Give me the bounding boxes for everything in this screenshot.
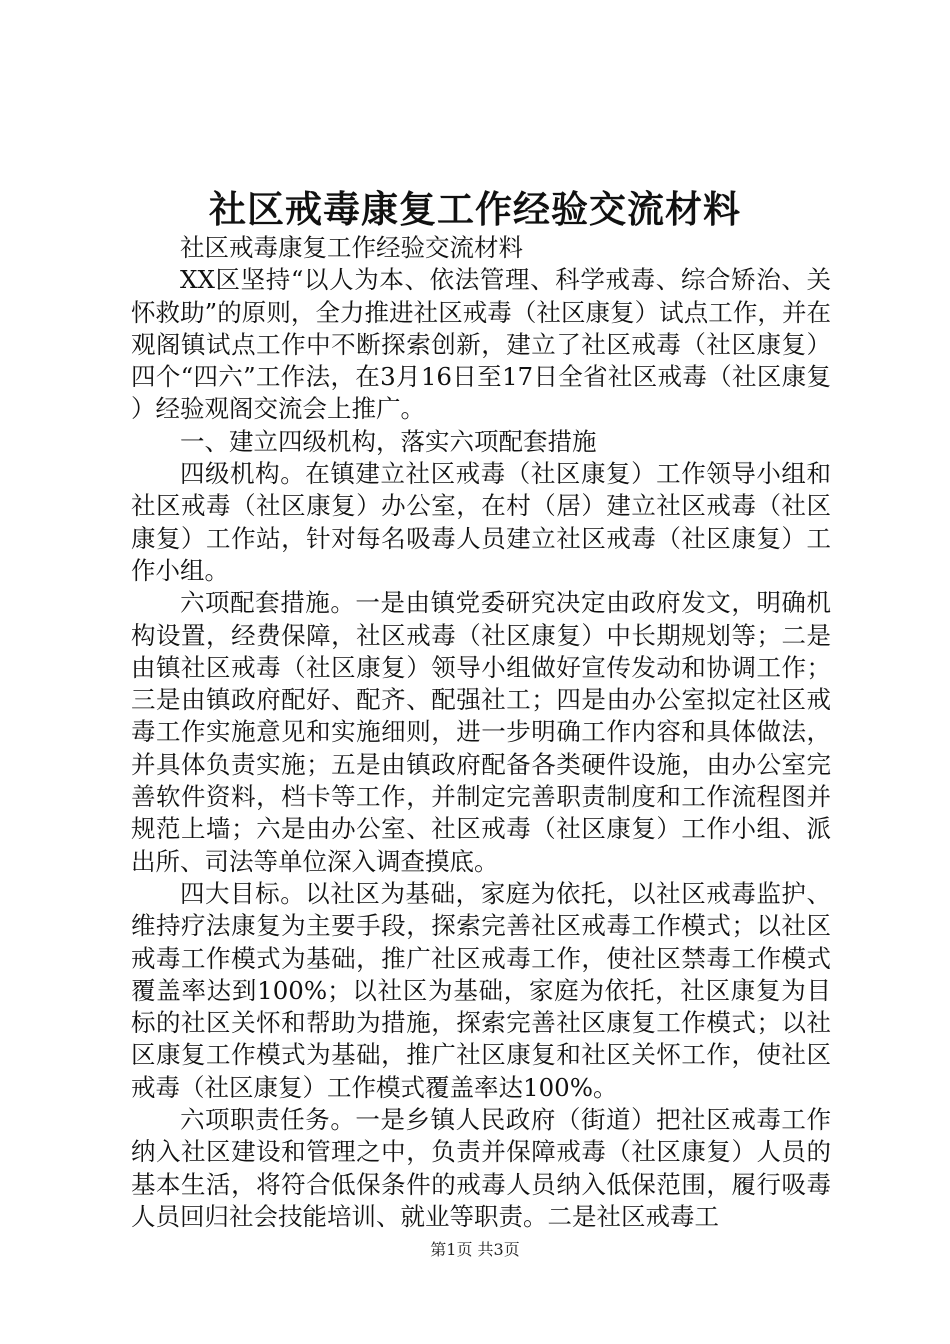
document-title: 社区戒毒康复工作经验交流材料 bbox=[209, 187, 741, 231]
document-subtitle-paragraph: 社区戒毒康复工作经验交流材料 bbox=[180, 233, 523, 262]
four-level-organization-paragraph: 四级机构。在镇建立社区戒毒（社区康复）工作领导小组和社区戒毒（社区康复）办公室，在村（居）建立社区戒毒（社区康复）工作站，针对每名吸毒人员建立社区戒毒（社区康复）工作小组。 bbox=[131, 459, 831, 585]
four-goals-paragraph: 四大目标。以社区为基础，家庭为依托，以社区戒毒监护、维持疗法康复为主要手段，探索完善社区戒毒工作模式；以社区戒毒工作模式为基础，推广社区戒毒工作，使社区禁毒工作模式覆盖率达到100%；以社区为基础，家庭为依托，社区康复为目标的社区关怀和帮助为措施，探索完善社区康复工作模式；以社区康复工作模式为基础，推广社区康复和社区关怀工作，使社区戒毒（社区康复）工作模式覆盖率达100%。 bbox=[131, 878, 831, 1102]
six-duties-paragraph: 六项职责任务。一是乡镇人民政府（街道）把社区戒毒工作纳入社区建设和管理之中，负责并保障戒毒（社区康复）人员的基本生活，将符合低保条件的戒毒人员纳入低保范围，履行吸毒人员回归社会技能培训、就业等职责。二是社区戒毒工 bbox=[131, 1105, 831, 1231]
document-body bbox=[131, 232, 831, 1233]
section-heading-1: 一、建立四级机构，落实六项配套措施 bbox=[180, 426, 597, 456]
page-number-footer: 第1页 共3页 bbox=[430, 1240, 520, 1259]
intro-paragraph: XX区坚持“以人为本、依法管理、科学戒毒、综合矫治、关怀救助”的原则，全力推进社区戒毒（社区康复）试点工作，并在观阁镇试点工作中不断探索创新，建立了社区戒毒（社区康复）四个“四六”工作法，在3月16日至17日全省社区戒毒（社区康复）经验观阁交流会上推广。 bbox=[131, 265, 831, 424]
six-supporting-measures-paragraph: 六项配套措施。一是由镇党委研究决定由政府发文，明确机构设置，经费保障，社区戒毒（社区康复）中长期规划等；二是由镇社区戒毒（社区康复）领导小组做好宣传发动和协调工作；三是由镇政府配好、配齐、配强社工；四是由办公室拟定社区戒毒工作实施意见和实施细则，进一步明确工作内容和具体做法，并具体负责实施；五是由镇政府配备各类硬件设施，由办公室完善软件资料，档卡等工作，并制定完善职责制度和工作流程图并规范上墙；六是由办公室、社区戒毒（社区康复）工作小组、派出所、司法等单位深入调查摸底。 bbox=[131, 588, 831, 876]
